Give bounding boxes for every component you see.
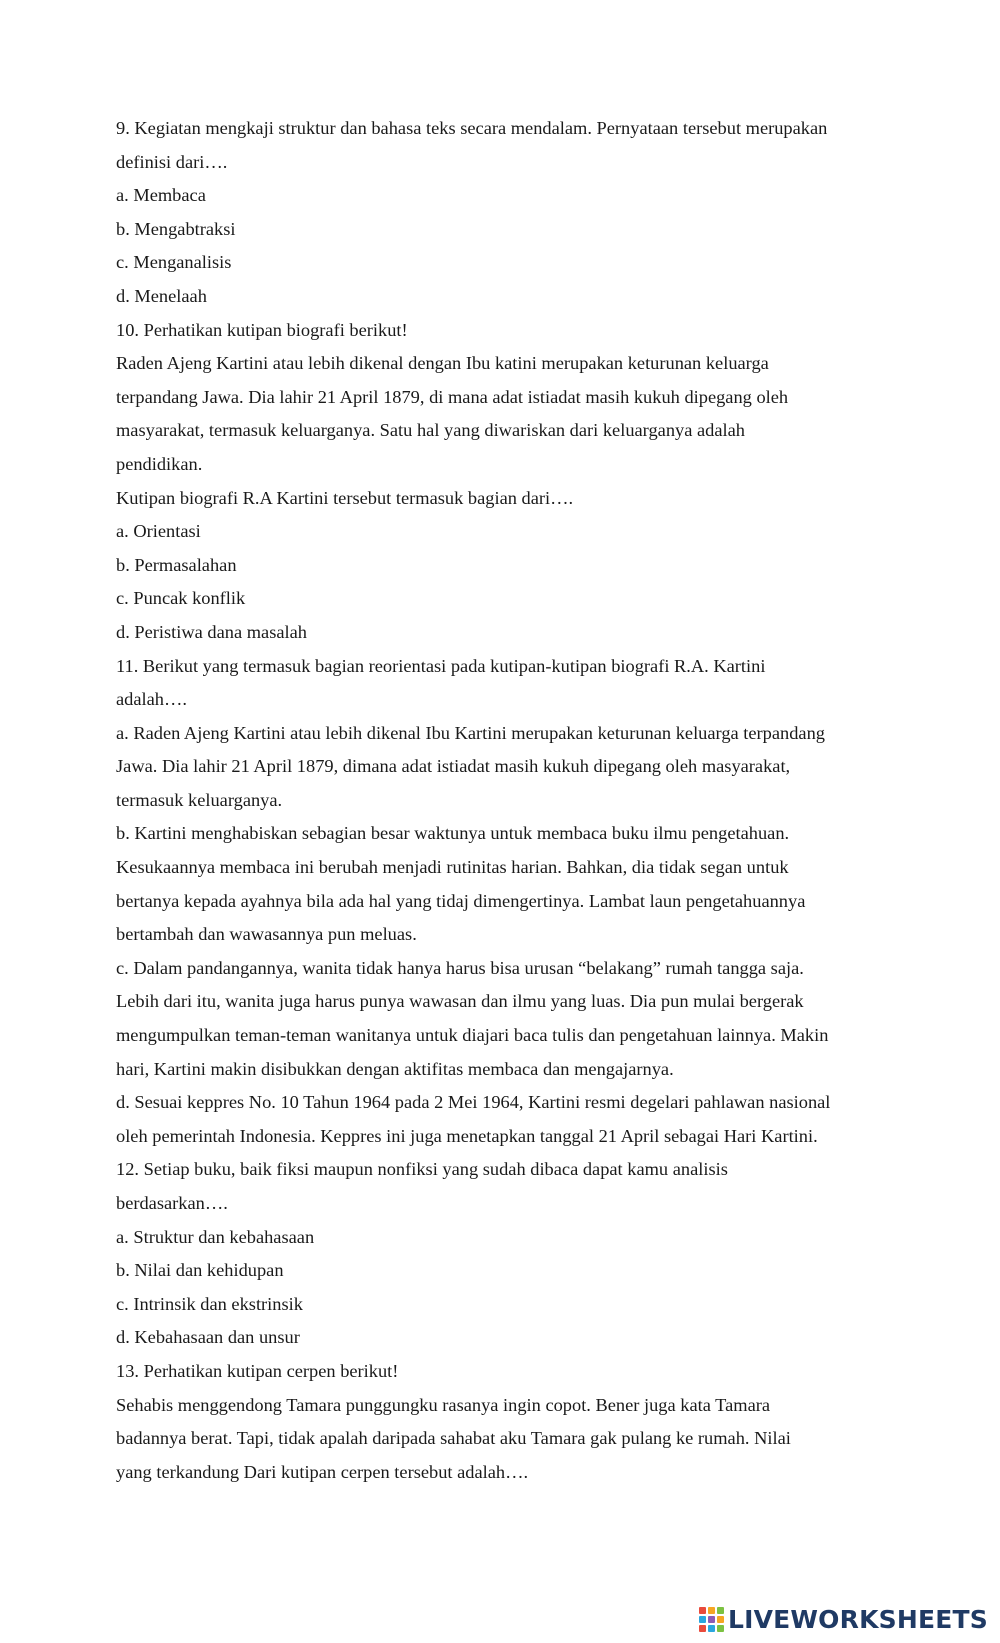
logo-square [708, 1625, 715, 1632]
text-line: terpandang Jawa. Dia lahir 21 April 1879, di mana adat istiadat masih kukuh dipegang oleh [116, 386, 789, 407]
logo-square [699, 1616, 706, 1623]
logo-square [717, 1625, 724, 1632]
text-line: d. Kebahasaan dan unsur [116, 1327, 300, 1348]
text-line: Lebih dari itu, wanita juga harus punya wawasan dan ilmu yang luas. Dia pun mulai bergerak [116, 991, 804, 1012]
text-line: 9. Kegiatan mengkaji struktur dan bahasa teks secara mendalam. Pernyataan tersebut merupakan [116, 118, 828, 138]
text-line: Jawa. Dia lahir 21 April 1879, dimana adat istiadat masih kukuh dipegang oleh masyarakat, [116, 756, 791, 777]
text-line: hari, Kartini makin disibukkan dengan aktifitas membaca dan mengajarnya. [116, 1058, 674, 1079]
logo-square [699, 1607, 706, 1614]
text-line: 11. Berikut yang termasuk bagian reorientasi pada kutipan-kutipan biografi R.A. Kartini [116, 655, 766, 676]
text-line: 12. Setiap buku, baik fiksi maupun nonfiksi yang sudah dibaca dapat kamu analisis [116, 1159, 728, 1180]
logo-square [717, 1607, 724, 1614]
text-line: a. Orientasi [116, 521, 201, 542]
text-line: Raden Ajeng Kartini atau lebih dikenal dengan Ibu katini merupakan keturunan keluarga [116, 353, 769, 374]
worksheet-text [116, 112, 886, 1489]
text-line: b. Nilai dan kehidupan [116, 1260, 284, 1281]
logo-square [708, 1607, 715, 1614]
logo-grid-icon [699, 1607, 724, 1632]
text-line: Kutipan biografi R.A Kartini tersebut termasuk bagian dari…. [116, 487, 574, 508]
text-line: d. Sesuai keppres No. 10 Tahun 1964 pada 2 Mei 1964, Kartini resmi degelari pahlawan nasional [116, 1092, 831, 1113]
text-line: adalah…. [116, 689, 187, 710]
logo-square [699, 1625, 706, 1632]
text-line: c. Menganalisis [116, 252, 232, 273]
text-line: definisi dari…. [116, 151, 228, 172]
text-line: oleh pemerintah Indonesia. Keppres ini juga menetapkan tanggal 21 April sebagai Hari Kartini. [116, 1125, 818, 1146]
text-line: a. Membaca [116, 185, 206, 206]
text-line: c. Puncak konflik [116, 588, 246, 609]
logo-square [708, 1616, 715, 1623]
text-line: yang terkandung Dari kutipan cerpen tersebut adalah…. [116, 1461, 529, 1482]
text-line: masyarakat, termasuk keluarganya. Satu hal yang diwariskan dari keluarganya adalah [116, 420, 745, 441]
text-line: mengumpulkan teman-teman wanitanya untuk diajari baca tulis dan pengetahuan lainnya. Makin [116, 1025, 829, 1046]
text-line: b. Permasalahan [116, 554, 237, 575]
text-line: b. Kartini menghabiskan sebagian besar waktunya untuk membaca buku ilmu pengetahuan. [116, 823, 790, 844]
text-line: b. Mengabtraksi [116, 218, 236, 239]
text-line: d. Menelaah [116, 285, 207, 306]
text-line: Sehabis menggendong Tamara punggungku rasanya ingin copot. Bener juga kata Tamara [116, 1394, 771, 1415]
logo-square [717, 1616, 724, 1623]
text-line: pendidikan. [116, 453, 203, 474]
text-line: bertambah dan wawasannya pun meluas. [116, 924, 417, 945]
text-line: c. Intrinsik dan ekstrinsik [116, 1293, 303, 1314]
text-line: Kesukaannya membaca ini berubah menjadi rutinitas harian. Bahkan, dia tidak segan untuk [116, 857, 789, 878]
text-line: bertanya kepada ayahnya bila ada hal yang tidaj dimengertinya. Lambat laun pengetahuannya [116, 890, 806, 911]
text-line: badannya berat. Tapi, tidak apalah daripada sahabat aku Tamara gak pulang ke rumah. Nilai [116, 1428, 791, 1449]
text-line: c. Dalam pandangannya, wanita tidak hanya harus bisa urusan “belakang” rumah tangga saja. [116, 957, 804, 978]
text-line: termasuk keluarganya. [116, 789, 283, 810]
logo-text: LIVEWORKSHEETS [727, 1604, 988, 1634]
text-line: berdasarkan…. [116, 1193, 228, 1213]
text-line: 10. Perhatikan kutipan biografi berikut! [116, 319, 408, 340]
text-line: 13. Perhatikan kutipan cerpen berikut! [116, 1360, 399, 1381]
liveworksheets-logo [699, 1603, 988, 1635]
text-line: a. Raden Ajeng Kartini atau lebih dikenal Ibu Kartini merupakan keturunan keluarga terpandang [116, 722, 825, 743]
text-line: a. Struktur dan kebahasaan [116, 1226, 315, 1247]
text-line: d. Peristiwa dana masalah [116, 621, 308, 642]
